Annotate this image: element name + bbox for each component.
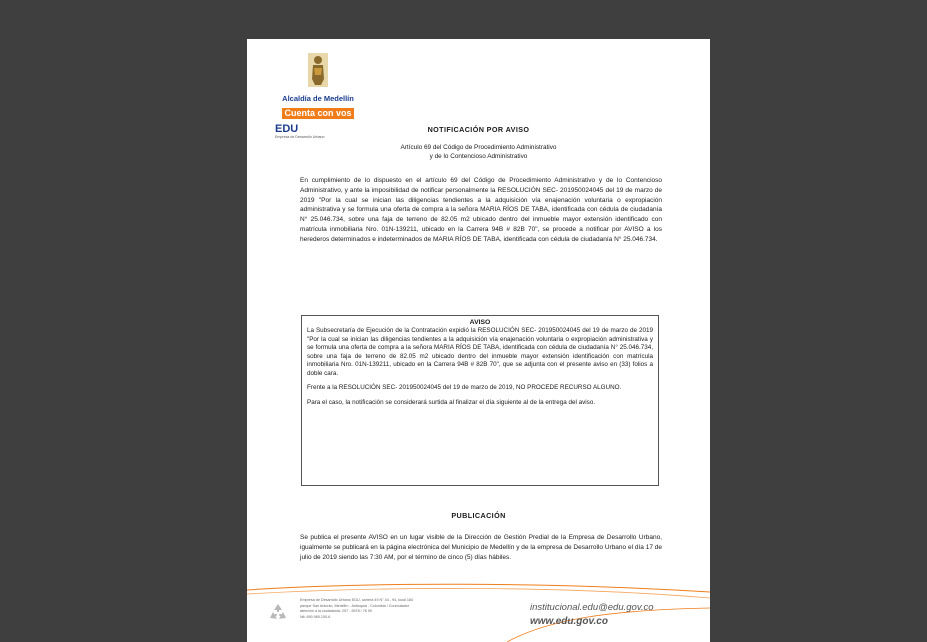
statue-emblem-icon [308, 53, 328, 87]
aviso-paragraph-3: Para el caso, la notificación se considerará surtida al finalizar el día siguiente al de la entrega del aviso. [307, 398, 596, 406]
footer-email-link[interactable]: institucional.edu@edu.gov.co [530, 602, 654, 613]
aviso-paragraph-2: Frente a la RESOLUCIÓN SEC- 201950024045 del 19 de marzo de 2019, NO PROCEDE RECURSO ALGUNO. [307, 384, 622, 391]
intro-paragraph: En cumplimiento de lo dispuesto en el artículo 69 del Código de Procedimiento Administrativo y de lo Contencioso Administrativo, y ante la imposibilidad de notificar personalmente la RESOLUCIÓN SEC- 201950024045 del 19 de marzo de 2019 "Por la cual se inician las diligencias tendientes a la adquisición vía enajenación voluntaria o expropiación administrativa y se formula una oferta de compra a la señora MARIA RÍOS DE TABA, identificada con cédula de ciudadanía N° 25.046.734, sobre una faja de terreno de 82.05 m2 ubicado dentro del inmueble mayor extensión identificado con matrícula inmobiliaria Nro. 01N-139211, ubicado en la Carrera 94B # 82B 70", se procede a notificar por AVISO a los herederos determinados e indeterminados de MARIA RÍOS DE TABA, identificada con cédula de ciudadanía N° 25.046.734. [300, 177, 662, 243]
publicacion-heading: PUBLICACIÓN [451, 511, 506, 520]
document-subtitle-line2: y de lo Contencioso Administrativo [429, 153, 528, 160]
footer-address [300, 598, 470, 620]
footer-address-line: parque San Antonio, Medellín - Antioquia - Colombia / Conmutador [300, 603, 410, 608]
aviso-box [301, 315, 659, 486]
aviso-heading: AVISO [469, 319, 491, 326]
document-subtitle-line1: Artículo 69 del Código de Procedimiento Administrativo [400, 144, 557, 151]
page-footer [247, 580, 710, 642]
footer-address-line: Nit: 890.980.150-6 [300, 614, 331, 619]
logo-org: EDU [275, 123, 299, 135]
publicacion-paragraph: Se publica el presente AVISO en un lugar visible de la Dirección de Gestión Predial de la Empresa de Desarrollo Urbano, igualmente se publicará en la página electrónica del Municipio de Medellín y de la empresa de Desarrollo Urbano el día 17 de julio de 2019 siendo las 7:30 AM, por el término de cinco (5) días hábiles. [300, 534, 662, 561]
document-page [247, 39, 710, 642]
document-title: NOTIFICACIÓN POR AVISO [427, 125, 530, 134]
recycle-icon [267, 602, 289, 624]
logo-org-full: Empresa de Desarrollo Urbano [275, 135, 325, 139]
footer-address-line: atención a la ciudadanía: 257 - 6978 / 76 90 [300, 609, 372, 614]
footer-website-link[interactable]: www.edu.gov.co [530, 616, 608, 627]
logo-city-name: Alcaldía de Medellín [282, 94, 354, 103]
footer-address-line: Empresa de Desarrollo Urbano EDU, carrera 49 N° 44 - 94, local 184 [300, 598, 413, 602]
aviso-paragraph-1: La Subsecretaría de Ejecución de la Contratación expidió la RESOLUCIÓN SEC- 201950024045 del 19 de marzo de 2019 "Por la cual se inician las diligencias tendientes a la adquisición vía enajenación voluntaria o expropiación administrativa y se formula una oferta de compra a la señora MARIA RÍOS DE TABA, identificada con cédula de ciudadanía N° 25.046.734, sobre una faja de terreno de 82.05 m2 ubicado dentro del inmueble mayor extensión identificación con matrícula inmobiliaria Nro. 01N-139211, ubicado en la Carrera 94B # 82B 70", que se adjunta con el presente aviso en (33) folios a doble cara. [307, 327, 653, 377]
logo-slogan: Cuenta con vos [284, 108, 352, 118]
